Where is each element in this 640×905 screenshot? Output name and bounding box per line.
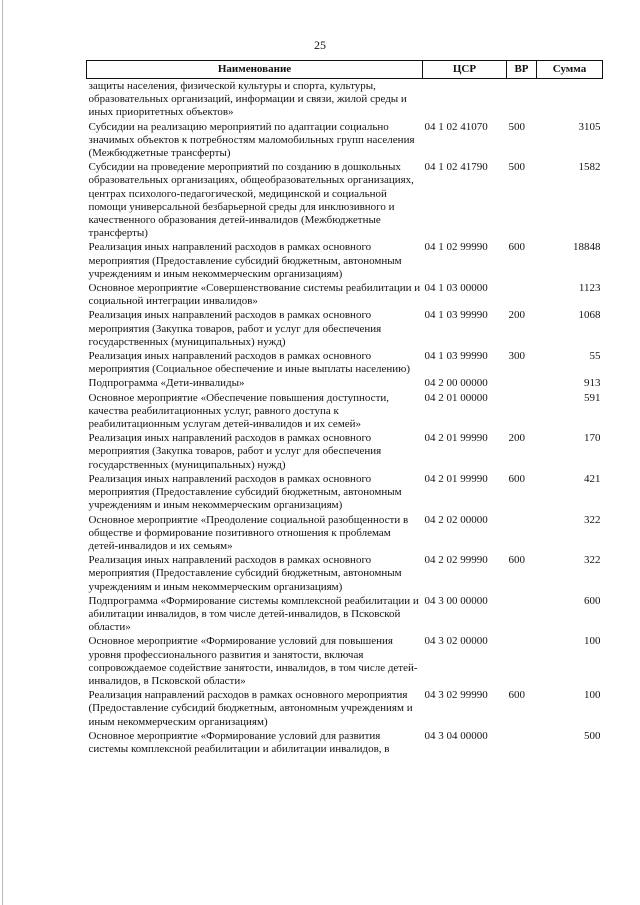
cell-csr: 04 2 02 99990: [424, 554, 488, 567]
cell-name: Реализация иных направлений расходов в рамках основного мероприятия (Предоставление субсидий бюджетным, автономным учреждениям и иным некоммерческим организациям): [88, 554, 402, 593]
cell-vr: 600: [508, 241, 525, 254]
table-row: [87, 282, 603, 309]
cell-sum: 170: [584, 432, 601, 445]
cell-sum: 3105: [578, 120, 601, 133]
table-row: [87, 432, 603, 473]
cell-csr: 04 3 02 99990: [424, 689, 488, 702]
header-name: Наименование: [87, 61, 423, 79]
cell-name: Подпрограмма «Дети-инвалиды»: [88, 377, 245, 390]
cell-sum: 591: [584, 391, 601, 404]
table-row: [87, 473, 603, 514]
cell-vr: [507, 730, 537, 757]
cell-name: Реализация иных направлений расходов в рамках основного мероприятия (Социальное обеспечение и иные выплаты населению): [88, 350, 411, 376]
page-number: 25: [314, 38, 326, 52]
table-row: [87, 554, 603, 595]
cell-csr: [423, 79, 507, 121]
header-vr: ВР: [507, 61, 537, 79]
table-row: [87, 161, 603, 241]
cell-csr: 04 2 01 99990: [424, 432, 488, 445]
cell-vr: [507, 635, 537, 689]
cell-csr: 04 1 02 99990: [424, 241, 488, 254]
cell-csr: 04 3 04 00000: [424, 729, 488, 742]
cell-name: Основное мероприятие «Формирование условий для развития системы комплексной реабилитации и абилитации инвалидов, в: [88, 729, 390, 755]
cell-csr: 04 3 00 00000: [424, 594, 488, 607]
table-row: [87, 79, 603, 121]
cell-sum: 55: [589, 350, 601, 363]
table-row: [87, 377, 603, 391]
cell-name: Основное мероприятие «Преодоление социальной разобщенности в обществе и формирование позитивного отношения к проблемам детей-инвалидов и их семьям»: [88, 513, 409, 552]
cell-vr: 200: [508, 309, 525, 322]
cell-csr: 04 1 03 00000: [424, 282, 488, 295]
cell-name: Основное мероприятие «Формирование условий для повышения уровня профессионального развития и занятости, включая сопровождаемое содействие занятости, инвалидов, в том числе детей-инвалидов, в Псковской области»: [88, 635, 418, 687]
table-row: [87, 595, 603, 636]
cell-vr: 500: [508, 161, 525, 174]
cell-csr: 04 1 02 41070: [424, 120, 488, 133]
cell-sum: 322: [584, 513, 601, 526]
cell-vr: [507, 392, 537, 433]
table-row: [87, 635, 603, 689]
cell-name: Реализация иных направлений расходов в рамках основного мероприятия (Закупка товаров, работ и услуг для обеспечения государственных (муниципальных) нужд): [88, 432, 382, 471]
cell-csr: 04 2 02 00000: [424, 513, 488, 526]
header-csr: ЦСР: [423, 61, 507, 79]
cell-name: Субсидии на реализацию мероприятий по адаптации социально значимых объектов к потребностям маломобильных групп населения (Межбюджетные трансферты): [88, 120, 415, 160]
cell-vr: 300: [508, 350, 525, 363]
cell-sum: 500: [584, 729, 601, 742]
cell-sum: [537, 79, 603, 121]
cell-csr: 04 1 02 41790: [424, 161, 488, 174]
table-row: [87, 309, 603, 350]
page-edge-line: [2, 0, 3, 905]
cell-sum: 1582: [578, 161, 601, 174]
cell-name: Основное мероприятие «Обеспечение повышения доступности, качества реабилитационных услуг, равного доступа к реабилитационным услугам детей-инвалидов и их семей»: [88, 391, 390, 431]
cell-vr: 600: [508, 689, 525, 702]
cell-vr: [507, 595, 537, 636]
cell-vr: [507, 377, 537, 391]
cell-sum: 913: [584, 377, 601, 390]
table-row: [87, 392, 603, 433]
table-row: [87, 514, 603, 555]
cell-sum: 100: [584, 635, 601, 648]
cell-sum: 1068: [578, 309, 601, 322]
cell-name: Реализация иных направлений расходов в рамках основного мероприятия (Закупка товаров, работ и услуг для обеспечения государственных (муниципальных) нужд): [88, 309, 382, 348]
budget-table: [86, 60, 603, 757]
table-row: [87, 241, 603, 282]
cell-vr: [507, 514, 537, 555]
cell-vr: [507, 79, 537, 121]
table-row: [87, 350, 603, 377]
cell-name: защиты населения, физической культуры и спорта, культуры, образовательных организаций, информации и связи, жилой среды и иных приоритетных объектов»: [88, 80, 407, 119]
cell-name: Реализация направлений расходов в рамках основного мероприятия (Предоставление субсидий бюджетным, автономным учреждениям и иным некоммерческим организациям): [88, 689, 413, 728]
table-header-row: [87, 61, 603, 79]
cell-vr: 200: [508, 432, 525, 445]
cell-sum: 18848: [573, 241, 601, 254]
cell-vr: 500: [508, 120, 525, 133]
cell-csr: 04 3 02 00000: [424, 635, 488, 648]
cell-name: Реализация иных направлений расходов в рамках основного мероприятия (Предоставление субсидий бюджетным, автономным учреждениям и иным некоммерческим организациям): [88, 241, 402, 280]
table-row: [87, 730, 603, 757]
cell-sum: 600: [584, 594, 601, 607]
cell-name: Реализация иных направлений расходов в рамках основного мероприятия (Предоставление субсидий бюджетным, автономным учреждениям и иным некоммерческим организациям): [88, 472, 402, 512]
table-body: [87, 79, 603, 758]
cell-csr: 04 2 00 00000: [424, 377, 488, 390]
cell-name: Субсидии на проведение мероприятий по созданию в дошкольных образовательных организациях, общеобразовательных организациях, центрах психолого-педагогической, медицинской и социальной помощи универсальной безбарьерной среды для инклюзивного и качественного образования детей-инвалидов (Межбюджетные трансферты): [88, 161, 414, 240]
cell-sum: 421: [584, 472, 601, 485]
header-sum: Сумма: [537, 61, 603, 79]
cell-csr: 04 1 03 99990: [424, 309, 488, 322]
cell-csr: 04 1 03 99990: [424, 350, 488, 363]
cell-vr: [507, 282, 537, 309]
cell-vr: 600: [508, 554, 525, 567]
cell-vr: 600: [508, 472, 525, 485]
cell-sum: 1123: [578, 282, 601, 295]
cell-name: Основное мероприятие «Совершенствование системы реабилитации и социальной интеграции инвалидов»: [88, 282, 421, 308]
cell-name: Подпрограмма «Формирование системы комплексной реабилитации и абилитации инвалидов, в том числе детей-инвалидов, в Псковской области»: [88, 594, 419, 634]
cell-csr: 04 2 01 00000: [424, 391, 488, 404]
table-row: [87, 689, 603, 730]
cell-sum: 100: [584, 689, 601, 702]
cell-csr: 04 2 01 99990: [424, 472, 488, 485]
cell-sum: 322: [584, 554, 601, 567]
table-row: [87, 121, 603, 162]
